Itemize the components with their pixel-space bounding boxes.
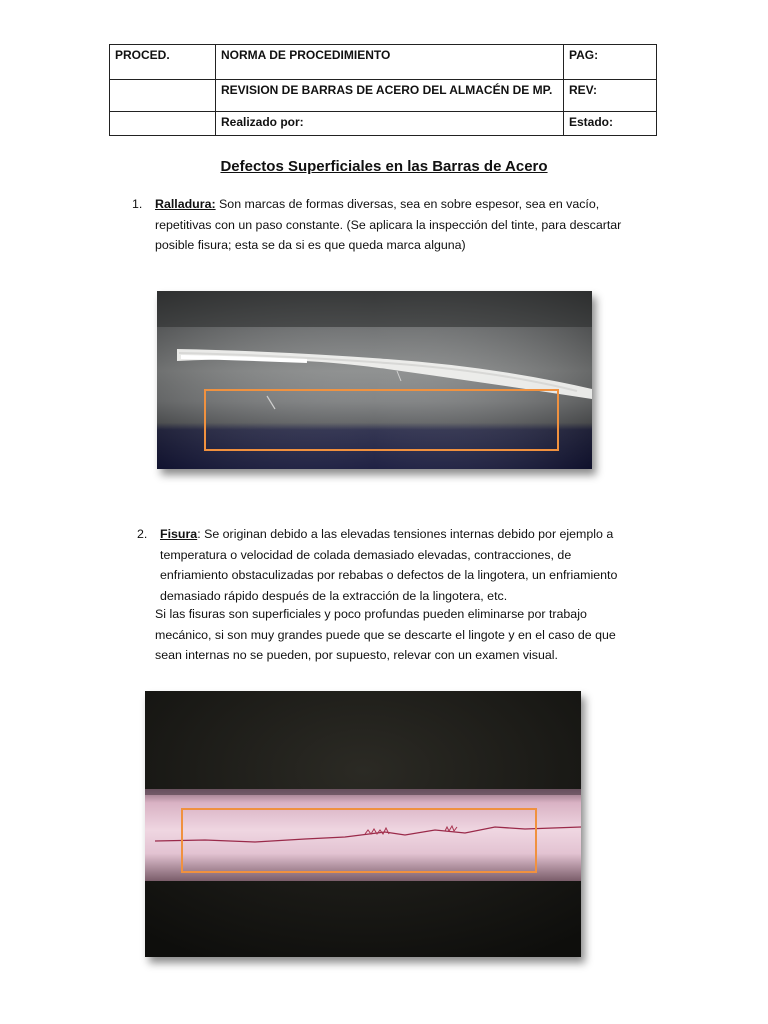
empty-cell (110, 112, 216, 136)
paragraph-line: mecánico, si son muy grandes puede que se descarte el lingote y en el caso de que (155, 627, 616, 642)
item-line: repetitivas con un paso constante. (Se aplicara la inspección del tinte, para descartar (155, 217, 622, 232)
document-title: Defectos Superficiales en las Barras de Acero (220, 158, 548, 175)
list-item-fisura (137, 524, 658, 606)
fisura-highlight-frame (181, 808, 537, 873)
list-item-ralladura (132, 194, 658, 256)
ralladura-highlight-frame (204, 389, 559, 451)
item-line: posible fisura; esta se da si es que queda marca alguna) (155, 238, 466, 252)
estado-label: Estado: (564, 112, 657, 136)
term-fisura: Fisura (160, 527, 198, 541)
proced-label: PROCED. (110, 45, 216, 80)
item-line: Son marcas de formas diversas, sea en sobre espesor, sea en vacío, (215, 197, 600, 211)
item-number: 1. (132, 197, 143, 211)
rev-label: REV: (564, 80, 657, 112)
paragraph-line: sean internas no se pueden, por supuesto, relevar con un examen visual. (155, 648, 558, 662)
item-line: : Se originan debido a las elevadas tensiones internas debido por ejemplo a (197, 527, 614, 541)
item-line: temperatura o velocidad de colada demasiado elevadas, contracciones, de (160, 547, 572, 562)
empty-cell (110, 80, 216, 112)
norma-title: NORMA DE PROCEDIMIENTO (216, 45, 564, 80)
term-ralladura: Ralladura: (155, 197, 216, 211)
pag-label: PAG: (564, 45, 657, 80)
procedure-header-table (109, 44, 657, 136)
realizado-label: Realizado por: (216, 112, 564, 136)
paragraph-line: Si las fisuras son superficiales y poco profundas pueden eliminarse por trabajo (155, 607, 587, 621)
revision-title: REVISION DE BARRAS DE ACERO DEL ALMACÉN DE MP. (216, 80, 564, 112)
item-line: demasiado rápido después de la extracción de la lingotera, etc. (160, 588, 508, 603)
item-number: 2. (137, 527, 148, 541)
item-line: enfriamiento obstaculizadas por rebabas o defectos de la lingotera, un enfriamiento (160, 568, 618, 582)
fisura-paragraph (155, 604, 658, 666)
